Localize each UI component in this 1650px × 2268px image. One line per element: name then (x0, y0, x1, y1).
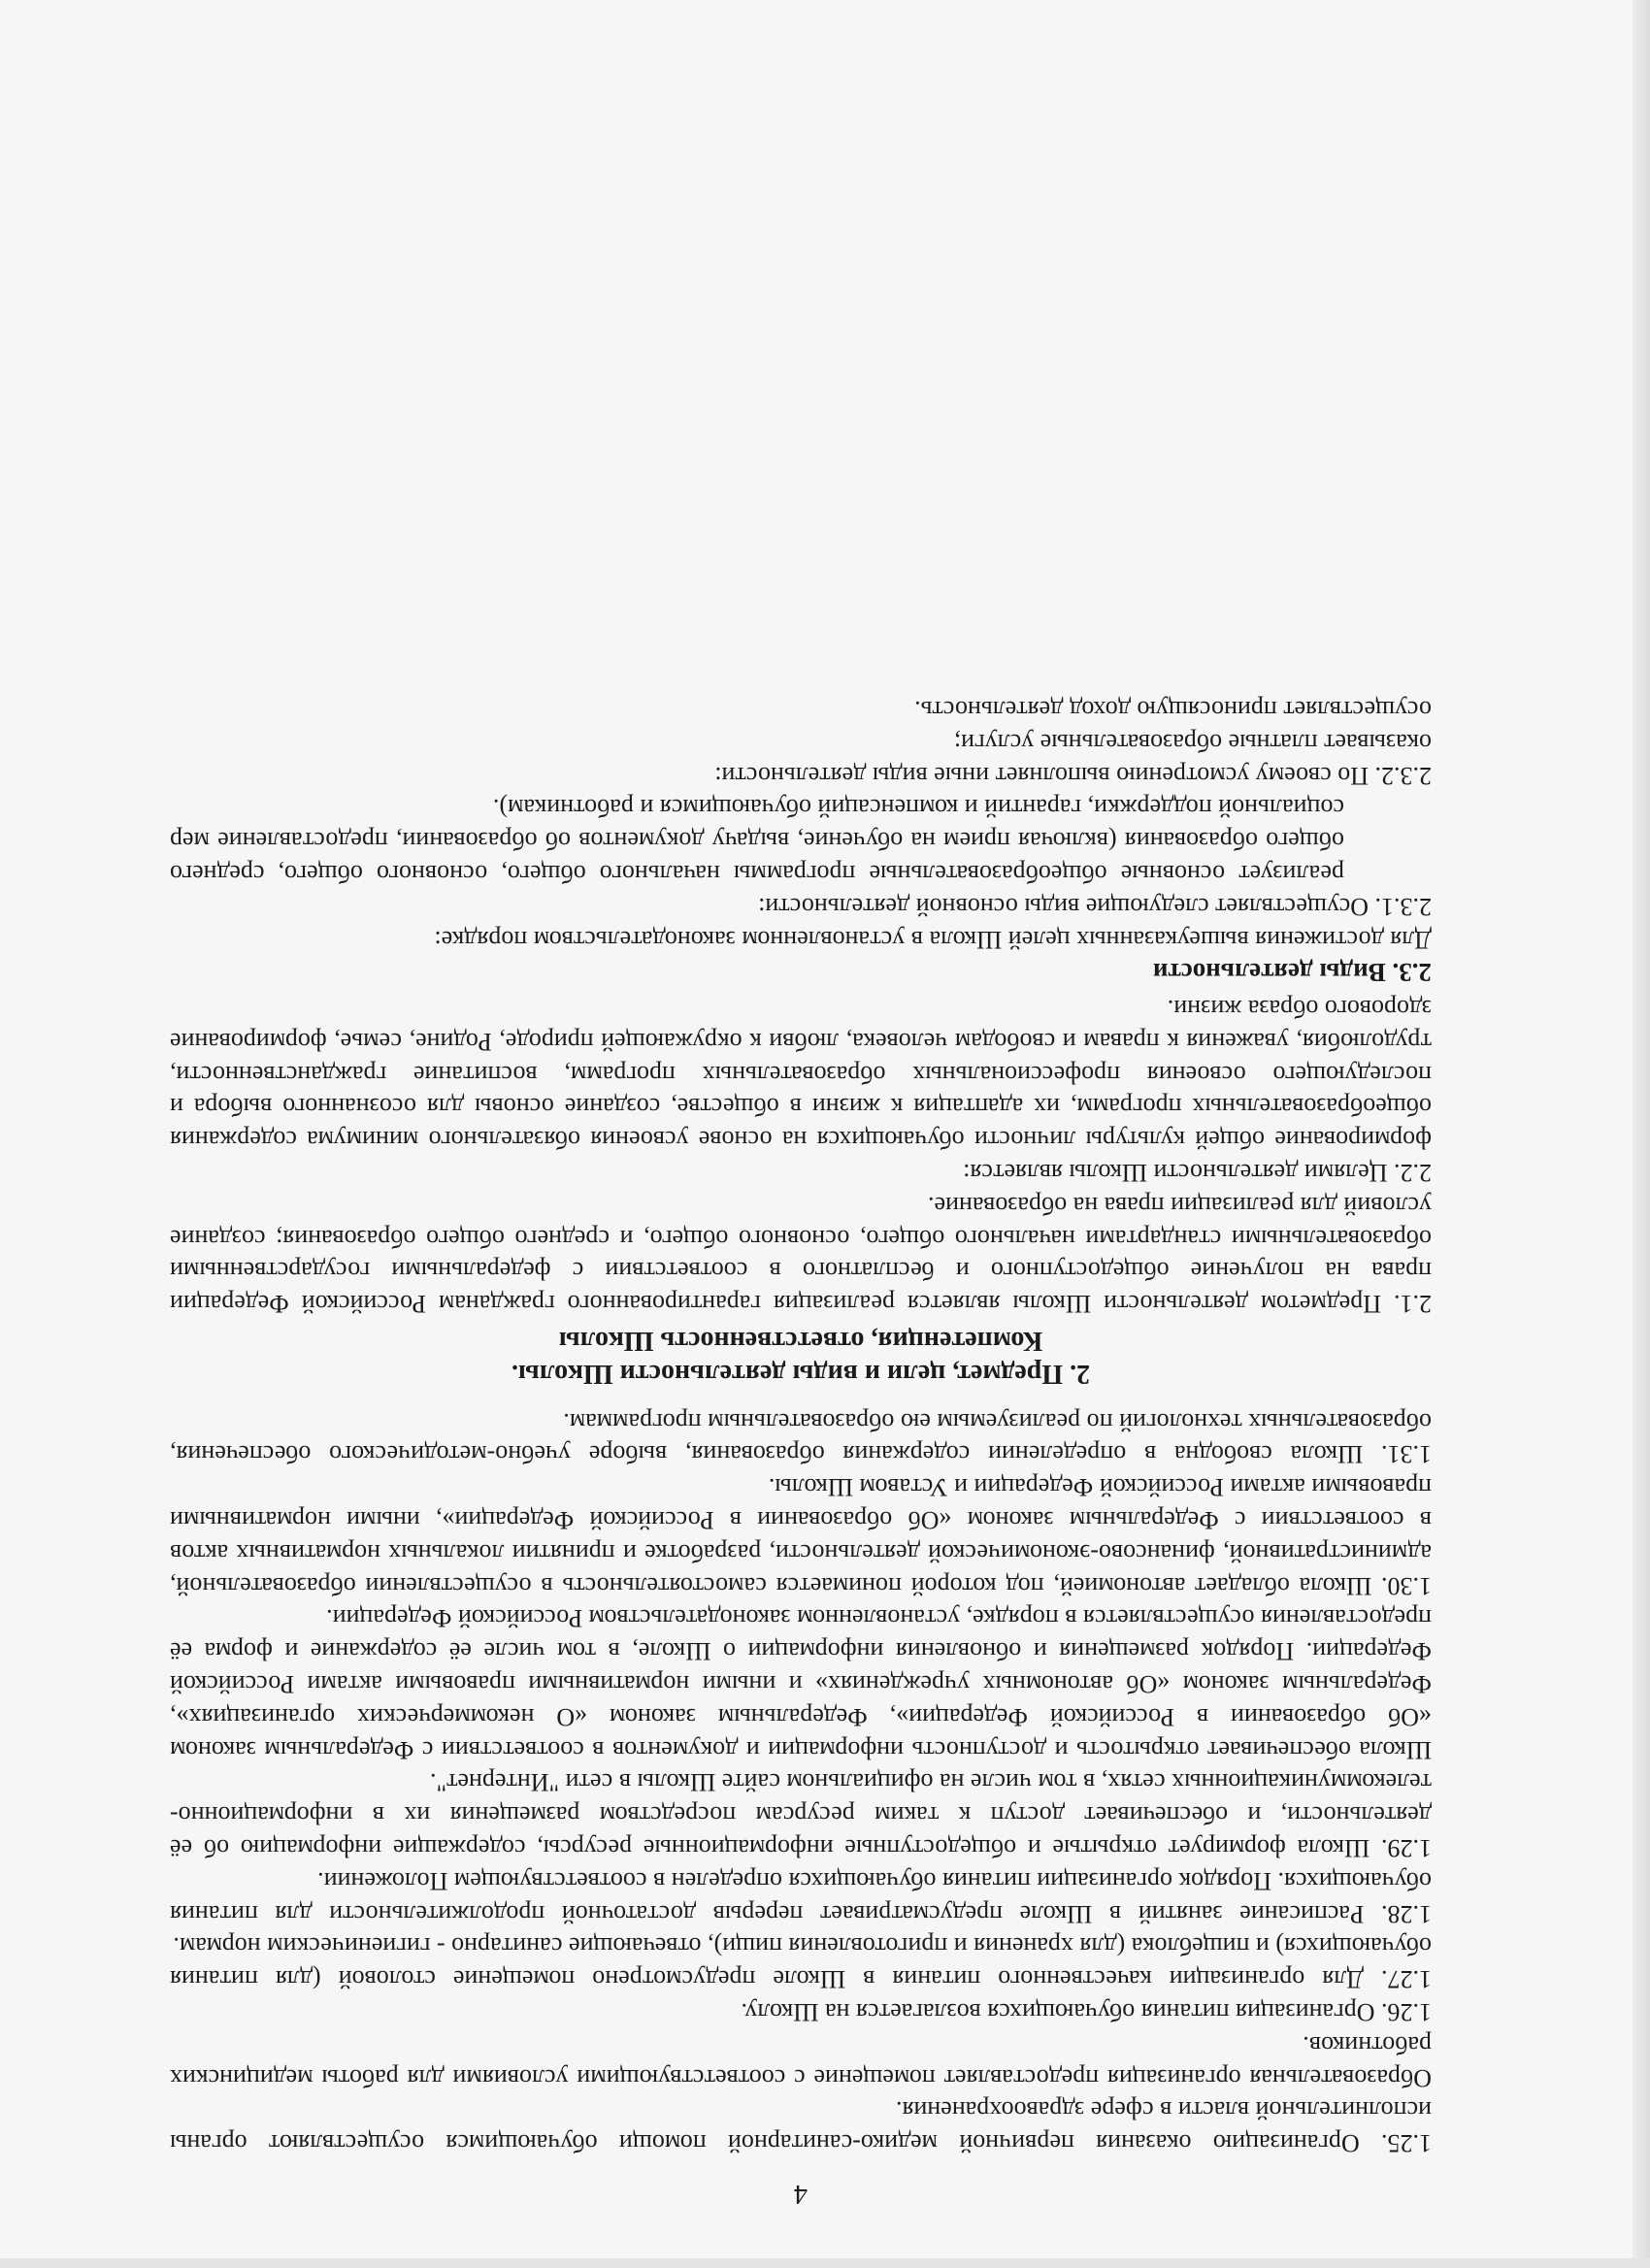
paragraph-1-26: 1.26. Организация питания обучающихся возлагается на Школу. (741, 1998, 1432, 2027)
paragraph-2-2-goals: формирование общей культуры личности обучающихся на основе усвоения обязательного минимума содержания общеобразовательных программ, их адаптация к жизни в обществе, создание основы для осознанного выбора и последующего освоения профессиональных образовательных программ, воспитание гражданственности, трудолюбия, уважения к правам и свободам человека, любви к окружающей природе, Родине, семье, формирование здорового образа жизни. (170, 995, 1432, 1155)
section-2-3-title: 2.3. Виды деятельности (1152, 958, 1432, 988)
paragraph-2-1: 2.1. Предметом деятельности Школы является реализация гарантированного гражданам Российской Федерации права на получение общедоступного и бесплатного в соответствии с федеральными государственными образовательными стандартами начального общего, основного общего, и среднего общего образования; создание условий для реализации права на образование. (170, 1191, 1432, 1319)
page-number: 4 (794, 2179, 808, 2209)
paragraph-1-25-cont: Образовательная организация предоставляет помещение с соответствующими условиями для работы медицинских работников. (170, 2030, 1432, 2092)
paragraph-2-2: 2.2. Целями деятельности Школы является: (963, 1159, 1432, 1188)
paragraph-2-3-2-item-1: оказывает платные образовательные услуги; (953, 728, 1432, 757)
paragraph-1-27: 1.27. Для организации качественного питания в Школе предусмотрено помещение столовой (для питания обучающихся) и пищеблока (для хранения и приготовления пищи), отвечающие санитарно - гигиеническим нормам. (170, 1932, 1432, 1994)
paragraph-1-25: 1.25. Организацию оказания первичной медико-санитарной помощи обучающимся осуществляют органы исполнительной власти в сфере здравоохранения. (170, 2096, 1432, 2158)
paragraph-2-3-intro: Для достижения вышеуказанных целей Школа в установленном законодательством порядке: (434, 925, 1432, 954)
section-2-title: 2. Предмет, цели и виды деятельности Школы. (511, 1358, 1091, 1389)
paragraph-1-30: 1.30. Школа обладает автономией, под которой понимается самостоятельность в осуществлении образовательной, административной, финансово-экономической деятельности, разработке и принятии локальных нормативных актов в соответствии с Федеральным законом «Об образовании в Российской Федерации», иными нормативными правовыми актами Российской Федерации и Уставом Школы. (170, 1473, 1432, 1600)
paragraph-2-3-1-item: реализует основные общеобразовательные программы начального общего, основного общего, среднего общего образования (включая прием на обучение, выдачу документов об образовании, предоставление мер социальной поддержки, гарантий и компенсаций обучающимся и работникам). (170, 794, 1344, 888)
paragraph-2-3-2-item-2: осуществляет приносящую доход деятельность. (914, 695, 1432, 724)
document-body (170, 693, 1432, 2210)
paragraph-1-28: 1.28. Расписание занятий в Школе предусматривает перерыв достаточной продолжительности для питания обучающихся. Порядок организации питания обучающихся определен в соответствующем Положении. (170, 1866, 1432, 1928)
paragraph-2-3-1: 2.3.1. Осуществляет следующие виды основной деятельности: (758, 892, 1432, 921)
paragraph-1-29: 1.29. Школа формирует открытые и общедоступные информационные ресурсы, содержащие информацию об её деятельности, и обеспечивает доступ к таким ресурсам посредством размещения их в информационно-телекоммуникационных сетях, в том числе на официальном сайте Школы в сети "Интернет". (170, 1768, 1432, 1863)
paragraph-1-29-cont: Школа обеспечивает открытость и доступность информации и документов в соответствии с Федеральным законом «Об образовании в Российской Федерации», Федеральным законом «О некоммерческих организациях», Федеральным законом «Об автономных учреждениях» и иными нормативными правовыми актами Российской Федерации. Порядок размещения и обновления информации о Школе, в том числе её содержание и форма её предоставления осуществляется в порядке, установленном законодательством Российской Федерации. (170, 1604, 1432, 1764)
paragraph-1-31: 1.31. Школа свободна в определении содержания образования, выборе учебно-методического обеспечения, образовательных технологий по реализуемым ею образовательным программам. (170, 1407, 1432, 1469)
paragraph-2-3-2: 2.3.2. По своему усмотрению выполняет иные виды деятельности: (714, 761, 1432, 790)
section-2-subtitle: Компетенция, ответственность Школы (558, 1326, 1043, 1357)
